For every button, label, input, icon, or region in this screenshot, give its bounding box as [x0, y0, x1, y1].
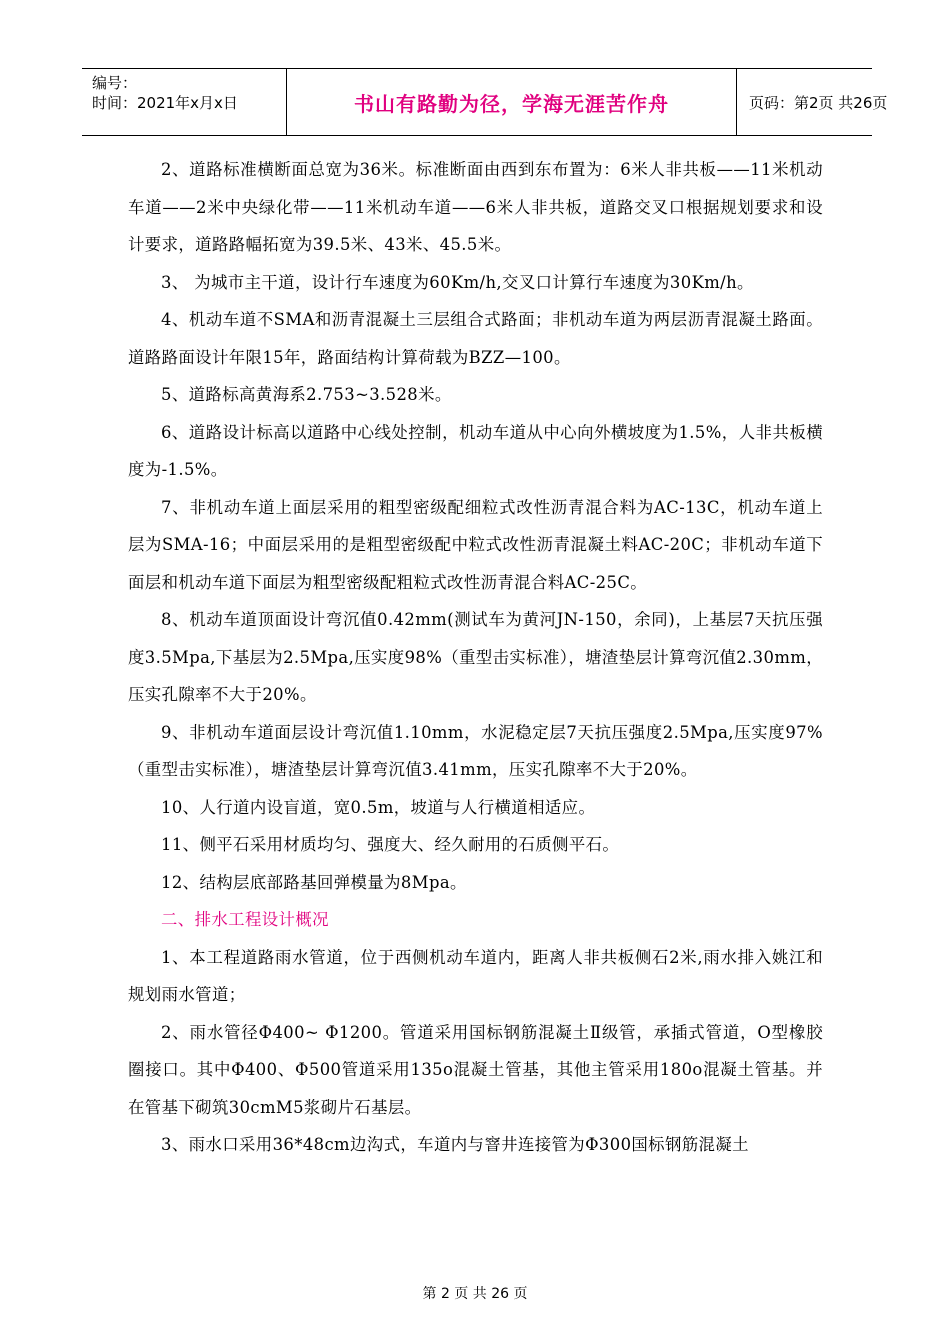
document-body	[128, 151, 823, 1164]
header-motto-cell	[287, 69, 737, 135]
page-header	[82, 68, 888, 136]
header-meta	[82, 69, 287, 135]
paragraph-pavement-type: 4、机动车道不SMA和沥青混凝土三层组合式路面；非机动车道为两层沥青混凝土路面。道路路面设计年限15年，路面结构计算荷载为BZZ—100。	[128, 310, 823, 367]
header-page-info: 页码：第2页 共26页	[749, 93, 888, 112]
paragraph-curb-stones: 11、侧平石采用材质均匀、强度大、经久耐用的石质侧平石。	[161, 835, 620, 854]
paragraph-asphalt-layers: 7、非机动车道上面层采用的粗型密级配细粒式改性沥青混合料为AC-13C，机动车道上层为SMA-16；中面层采用的是粗型密级配中粒式改性沥青混凝土料AC-20C；非机动车道下面层和机动车道下面层为粗型密级配粗粒式改性沥青混合料AC-25C。	[128, 497, 823, 592]
paragraph-elevation: 5、道路标高黄海系2.753~3.528米。	[161, 385, 452, 404]
paragraph-design-speed: 3、 为城市主干道，设计行车速度为60Km/h,交叉口计算行车速度为30Km/h。	[161, 272, 754, 292]
paragraph-nonmotor-lane-deflection: 9、非机动车道面层设计弯沉值1.10mm，水泥稳定层7天抗压强度2.5Mpa,压实度97%（重型击实标准），塘渣垫层计算弯沉值3.41mm，压实孔隙率不大于20%。	[128, 722, 823, 779]
document-number-label: 编号：	[92, 74, 138, 92]
header-motto: 书山有路勤为径，学海无涯苦作舟	[354, 91, 669, 116]
page-footer: 第 2 页 共 26 页	[422, 1286, 528, 1302]
paragraph-motor-lane-deflection: 8、机动车道顶面设计弯沉值0.42mm(测试车为黄河JN-150，余同)，上基层7天抗压强度3.5Mpa,下基层为2.5Mpa,压实度98%（重型击实标准），塘渣垫层计算弯沉值2.30mm，压实孔隙率不大于20%。	[128, 610, 824, 704]
document-date: 时间：2021年x月x日	[92, 94, 238, 112]
paragraph-subgrade-modulus: 12、结构层底部路基回弹模量为8Mpa。	[161, 872, 467, 892]
paragraph-rainwater-inlet: 3、雨水口采用36*48cm边沟式，车道内与窨井连接管为Φ300国标钢筋混凝土	[161, 1135, 749, 1154]
paragraph-rainwater-pipe-diameter: 2、雨水管径Φ400~ Φ1200。管道采用国标钢筋混凝土Ⅱ级管，承插式管道，O型橡胶圈接口。其中Φ400、Φ500管道采用135o混凝土管基，其他主管采用180o混凝土管基。并在管基下砌筑30cmM5浆砌片石基层。	[128, 1022, 823, 1117]
paragraph-road-cross-section: 2、道路标准横断面总宽为36米。标准断面由西到东布置为：6米人非共板——11米机动车道——2米中央绿化带——11米机动车道——6米人非共板，道路交叉口根据规划要求和设计要求，道路路幅拓宽为39.5米、43米、45.5米。	[128, 160, 823, 254]
paragraph-tactile-paving: 10、人行道内设盲道，宽0.5m，坡道与人行横道相适应。	[161, 797, 596, 817]
paragraph-rainwater-pipe-location: 1、本工程道路雨水管道，位于西侧机动车道内，距离人非共板侧石2米,雨水排入姚江和规划雨水管道；	[128, 947, 823, 1004]
paragraph-cross-slope: 6、道路设计标高以道路中心线处控制，机动车道从中心向外横坡度为1.5%，人非共板横度为-1.5%。	[128, 422, 823, 479]
section-heading-drainage: 二、排水工程设计概况	[161, 910, 329, 929]
